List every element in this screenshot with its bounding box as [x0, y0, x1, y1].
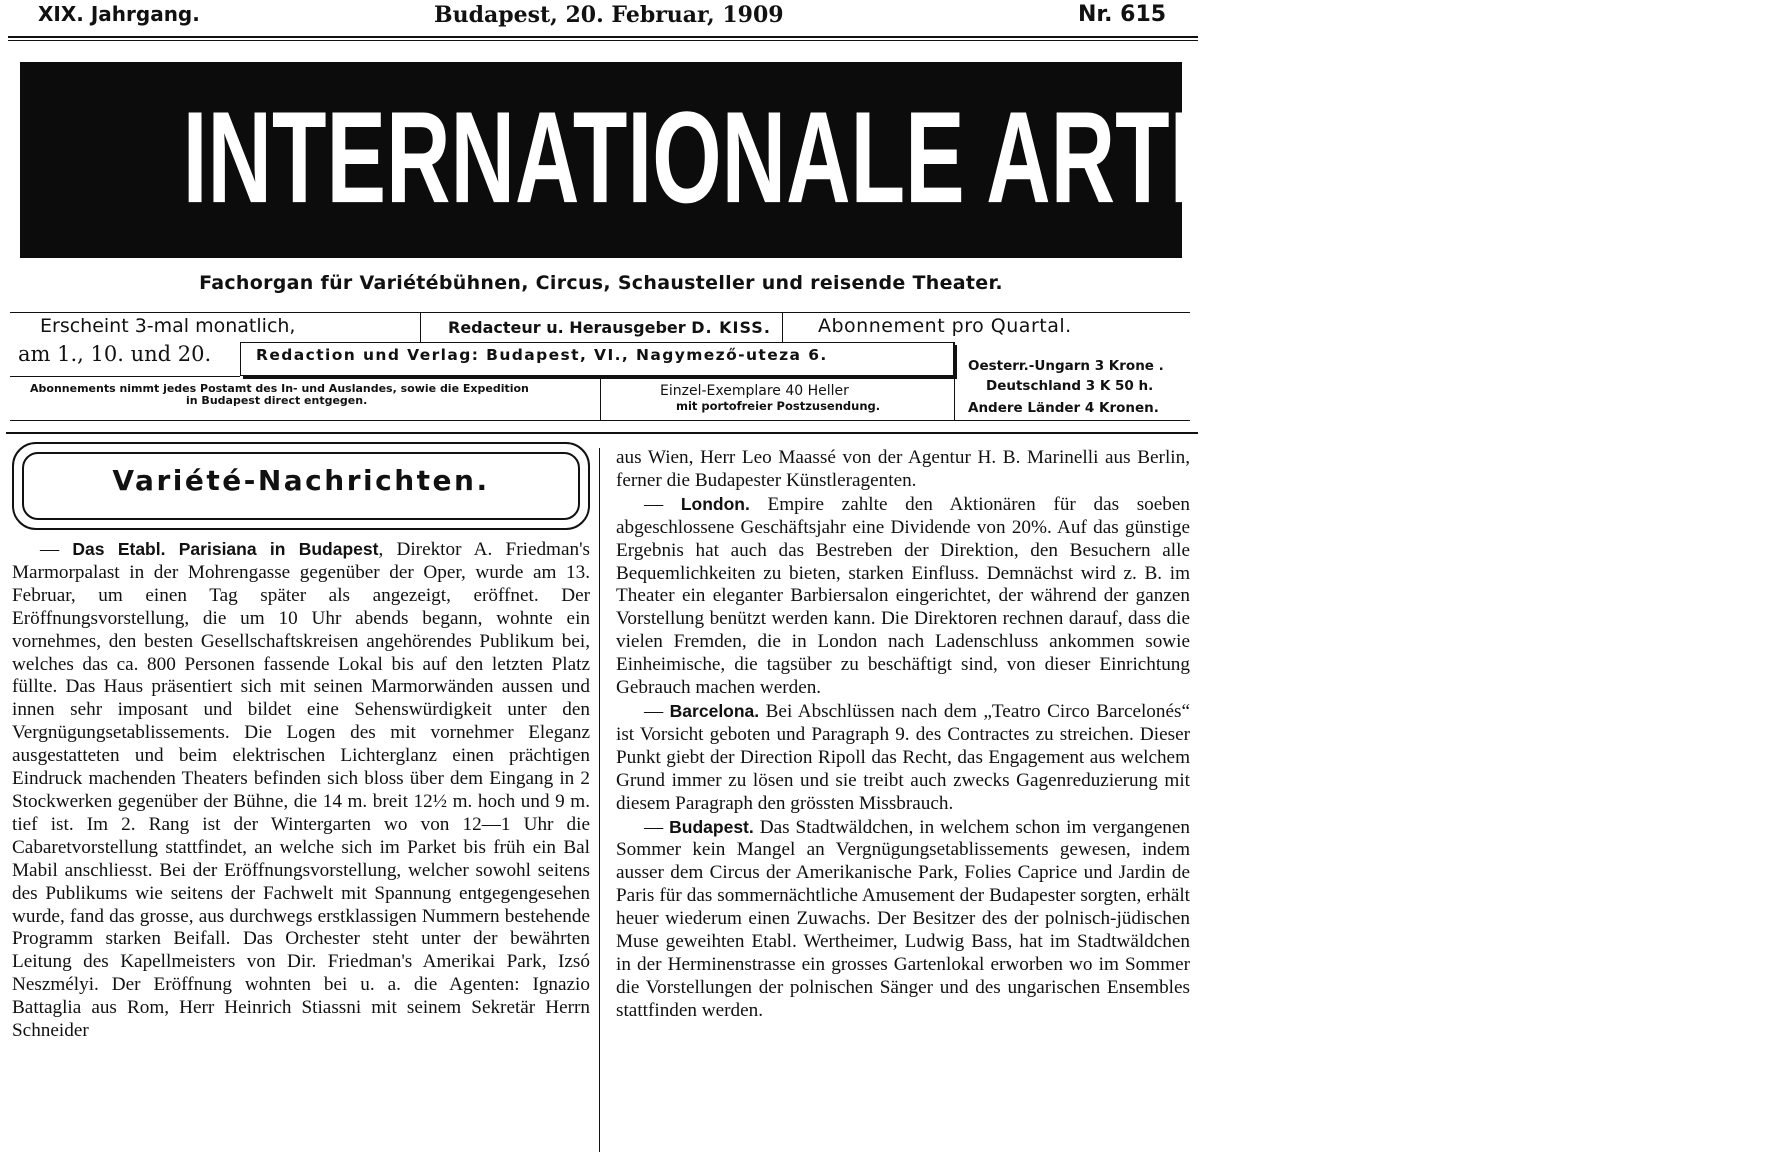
section-heading: Variété-Nachrichten.: [112, 464, 490, 497]
masthead-topline: [0, 0, 1202, 40]
article-lead: Budapest.: [669, 816, 754, 837]
article-lead: Das Etabl. Parisiana in Budapest: [72, 539, 379, 559]
publication-title: INTERNATIONALE ARTISTEN-REVUE: [182, 85, 1770, 231]
article-column-left: [12, 538, 590, 1043]
frequency-note: Erscheint 3-mal monatlich,: [40, 315, 296, 337]
article-column-right: [616, 447, 1190, 1023]
section-rule: [6, 432, 1198, 434]
price-other: Andere Länder 4 Kronen.: [968, 400, 1159, 416]
section-heading-box: [12, 442, 590, 530]
column-separator: [599, 448, 600, 1152]
article-london: — London. Empire zahlte den Aktionären für das soeben abgeschlossene Geschäftsjahr eine Dividende von 20%. Auf das günstige Ergebnis hat auch das Bestreben der Direktion, den Besuchern alle Bequemlichkeiten zu bieten, starken Einfluss. Demnächst wird z. B. im Theater ein eleganter Barbiersalon eingerichtet, der während der ganzen Vorstellung benützt werden kann. Die Direktoren rechnen darauf, dass die vielen Fremden, die in London nach Ladenschluss ankommen sowie Einheimische, die tagsüber zu beschäftigt sind, von dieser Einrichtung Gebrauch machen werden.: [616, 493, 1190, 699]
single-copy-price: Einzel-Exemplare 40 Heller: [660, 383, 849, 399]
title-banner: [20, 62, 1770, 258]
price-austria-hungary: Oesterr.-Ungarn 3 Krone .: [968, 358, 1164, 374]
article-lead: Barcelona.: [669, 700, 760, 721]
single-copy-note: mit portofreier Postzusendung.: [676, 399, 881, 413]
info-box: [0, 312, 1202, 422]
article-lead: London.: [680, 493, 750, 514]
editor-name: D. KISS.: [691, 318, 771, 337]
volume-year: XIX. Jahrgang.: [38, 2, 200, 26]
editor-line: Redacteur u. Herausgeber D. KISS.: [448, 318, 771, 337]
issue-dateline: Budapest, 20. Februar, 1909: [434, 2, 784, 28]
subscription-title: Abonnement pro Quartal.: [818, 315, 1072, 337]
redaction-address: Redaction und Verlag: Budapest, VI., Nagymező-uteza 6.: [256, 346, 828, 364]
article-barcelona: — Barcelona. Bei Abschlüssen nach dem „Teatro Circo Barcelonés“ ist Vorsicht geboten und Paragraph 9. des Contractes zu streichen. Dieser Punkt giebt der Direction Ripoll das Recht, das Engagement aus welchem Grund immer zu lösen und sie treibt auch zwecks Gagenreduzierung mit diesem Paragraph den grössten Missbrauch.: [616, 700, 1190, 814]
issue-number: Nr. 615: [1078, 2, 1167, 27]
price-germany: Deutschland 3 K 50 h.: [986, 378, 1154, 394]
article-parisiana: — Das Etabl. Parisiana in Budapest, Direktor A. Friedman's Marmorpalast in der Mohrengasse gegenüber der Oper, wurde am 13. Februar, um einen Tag später als angezeigt, eröffnet. Der Eröffnungsvorstellung, die um 10 Uhr abends begann, wohnte ein vornehmes, den besten Gesellschaftskreisen angehörendes Publikum bei, welches das ca. 800 Personen fassende Lokal bis auf den letzten Platz füllte. Das Haus präsentiert sich mit seinen Marmorwänden aussen und innen sehr imposant und bildet eine Sehenswürdigkeit unter den Vergnügungsetablissements. Die Logen des mit vornehmer Eleganz ausgestatteten und beim elektrischen Lichterglanz einen prächtigen Eindruck machenden Theaters befinden sich bloss über dem Eingang in 2 Stockwerken gegenüber der Bühne, die 14 m. breit 12½ m. hoch und 9 m. tief ist. Im 2. Rang ist der Wintergarten wo von 12—1 Uhr die Cabaretvorstellung stattfindet, an welche sich im Parket bis früh ein Bal Mabil anschliesst. Bei der Eröffnungsvorstellung, welcher sowohl seitens des Publikums wie seitens der Fachwelt mit Spannung entgegengesehen wurde, fand das grosse, aus durchwegs erstklassigen Nummern bestehende Programm starken Beifall. Das Orchester steht unter der bewährten Leitung des Kapellmeisters von Dir. Friedman's Amerikai Park, Izsó Neszmélyi. Der Eröffnung wohnten bei u. a. die Agenten: Ignazio Battaglia aus Rom, Herr Heinrich Stiassni mit seinem Sekretär Herrn Schneider: [12, 539, 591, 1042]
publication-dates: am 1., 10. und 20.: [18, 342, 212, 366]
masthead-rule: [8, 36, 1198, 41]
publication-subtitle: Fachorgan für Variétébühnen, Circus, Schausteller und reisende Theater.: [199, 272, 1003, 294]
postal-note: Abonnements nimmt jedes Postamt des In- und Auslandes, sowie die Expedition: [30, 382, 529, 395]
article-budapest: — Budapest. Das Stadtwäldchen, in welchem schon im vergangenen Sommer kein Mangel an Vergnügungsetablissements gewesen, indem ausser dem Circus der Amerikanische Park, Folies Caprice und Jardin de Paris für das sommernächtliche Amusement der Budapester sorgten, erhält heuer wiederum einen Zuwachs. Der Besitzer des der polnisch-jüdischen Muse geweihten Etabl. Wertheimer, Ludwig Bass, hat im Stadtwäldchen in der Herminenstrasse ein grosses Gartenlokal erworben wo im Sommer die Vorstellungen der polnischen Sänger und des ungarischen Ensembles stattfinden werden.: [616, 816, 1191, 1021]
postal-note-2: in Budapest direct entgegen.: [186, 394, 368, 407]
article-parisiana-continued: aus Wien, Herr Leo Maassé von der Agentur H. B. Marinelli aus Berlin, ferner die Budapester Künstleragenten.: [616, 447, 1190, 491]
